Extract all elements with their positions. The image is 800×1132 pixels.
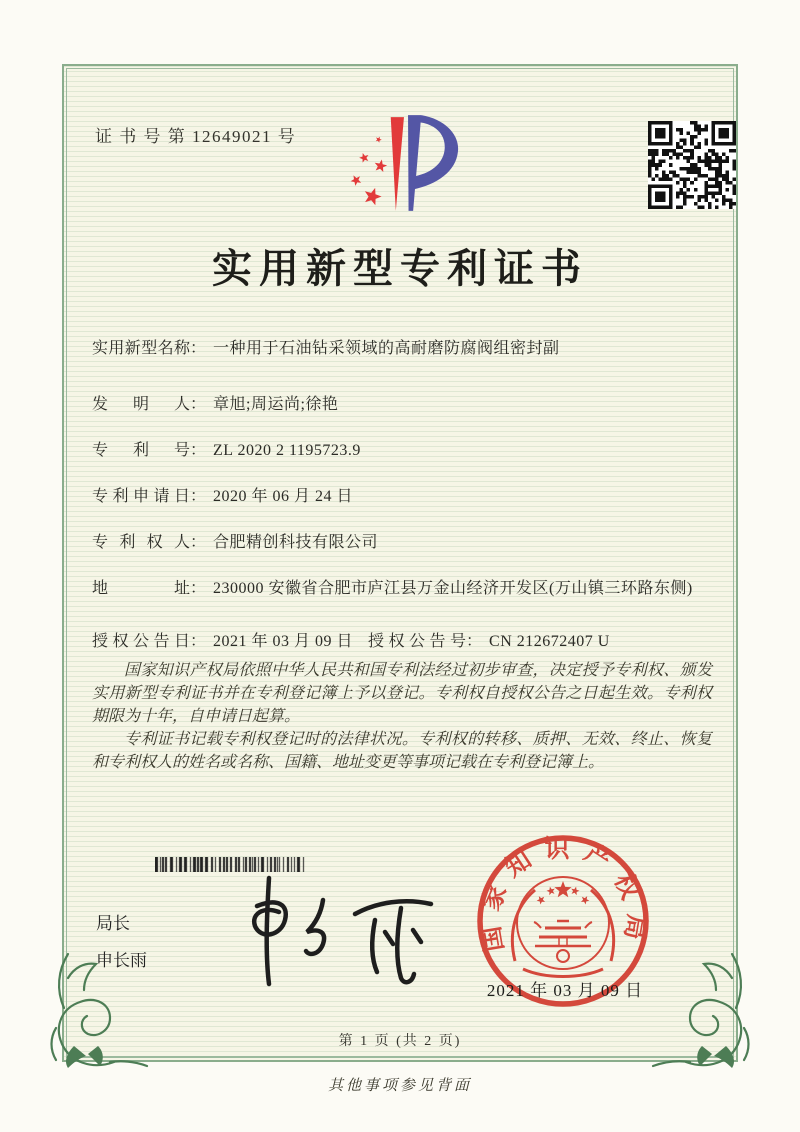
seal-stars — [537, 881, 590, 905]
legal-paragraph-2: 专利证书记载专利权登记时的法律状况。专利权的转移、质押、无效、终止、恢复和专利权人的姓名或名称、国籍、地址变更等事项记载在专利登记簿上。 — [92, 731, 712, 771]
barcode — [155, 857, 308, 872]
logo-stars — [351, 137, 388, 206]
field-row-grant: 授权公告日 ： 2021 年 03 月 09 日 授权公告号 ： CN 212672407 U — [92, 631, 714, 653]
field-value: 章旭;周运尚;徐艳 — [213, 396, 339, 413]
field-value: 230000 安徽省合肥市庐江县万金山经济开发区(万山镇三环路东侧) — [213, 580, 693, 597]
corner-flourish-icon — [44, 950, 149, 1072]
field-label: 实用新型名称 — [92, 340, 190, 357]
qr-code — [648, 121, 736, 209]
certificate-title: 实用新型专利证书 — [212, 246, 588, 291]
field-label: 授权公告号 — [368, 633, 466, 650]
cnipa-logo-icon — [350, 113, 462, 215]
field-label: 授权公告日 — [92, 633, 190, 650]
back-note: 其他事项参见背面 — [327, 1078, 472, 1094]
field-label: 专利号 — [92, 442, 190, 459]
field-value: 2020 年 06 月 24 日 — [213, 488, 354, 505]
director-name: 申长雨 — [96, 951, 147, 970]
legal-text — [92, 659, 712, 774]
field-row-filing-date: 专利申请日 ： 2020 年 06 月 24 日 — [92, 486, 353, 508]
field-row-patent-no: 专利号 ： ZL 2020 2 1195723.9 — [92, 440, 361, 462]
field-pair-grant-no: 授权公告号 ： CN 212672407 U — [368, 631, 610, 653]
field-label: 专利申请日 — [92, 488, 190, 505]
field-value: ZL 2020 2 1195723.9 — [213, 442, 361, 459]
field-row-name: 实用新型名称 ： 一种用于石油钻采领域的高耐磨防腐阀组密封副 — [92, 338, 560, 360]
director-signature-icon — [205, 872, 445, 990]
page-indicator: 第 1 页 (共 2 页) — [338, 1034, 462, 1049]
field-label: 地址 — [92, 580, 190, 597]
field-value: 2021 年 03 月 09 日 — [213, 633, 354, 650]
seal-date: 2021 年 03 月 09 日 — [486, 981, 644, 1000]
field-label: 专利权人 — [92, 534, 190, 551]
corner-flourish-icon — [651, 950, 756, 1072]
field-value: 合肥精创科技有限公司 — [213, 534, 379, 551]
director-title: 局长 — [96, 914, 130, 933]
field-row-address: 地址 ： 230000 安徽省合肥市庐江县万金山经济开发区(万山镇三环路东侧) — [92, 578, 718, 600]
field-row-inventor: 发明人 ： 章旭;周运尚;徐艳 — [92, 394, 338, 416]
certificate-number: 证 书 号 第 12649021 号 — [95, 127, 297, 146]
field-row-patentee: 专利权人 ： 合肥精创科技有限公司 — [92, 532, 378, 554]
field-value: 一种用于石油钻采领域的高耐磨防腐阀组密封副 — [213, 340, 560, 357]
field-label: 发明人 — [92, 396, 190, 413]
legal-paragraph-1: 国家知识产权局依照中华人民共和国专利法经过初步审查，决定授予专利权、颁发实用新型专利证书并在专利登记簿上予以登记。专利权自授权公告之日起生效。专利权期限为十年，自申请日起算。 — [92, 662, 712, 725]
seal-emblem — [512, 877, 613, 977]
seal-text: 国家知识产权局 — [476, 835, 650, 954]
field-value: CN 212672407 U — [489, 633, 610, 650]
